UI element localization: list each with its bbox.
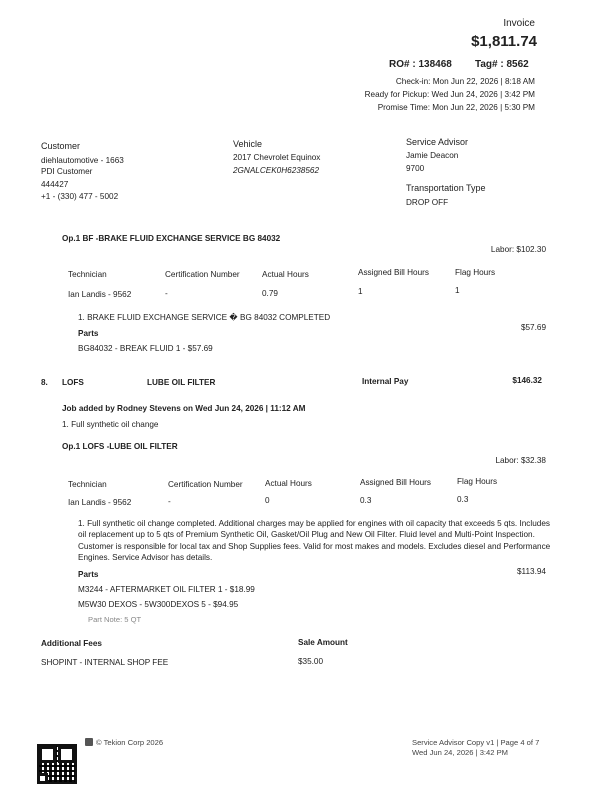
op-bf-col-actual: Actual Hours xyxy=(262,270,309,279)
op-lofs-actual: 0 xyxy=(265,496,270,505)
tag-number: Tag# : 8562 xyxy=(475,59,529,70)
qr-code-corner xyxy=(37,773,48,784)
promise-time: Promise Time: Mon Jun 22, 2026 | 5:30 PM xyxy=(377,103,535,112)
ready-time: Ready for Pickup: Wed Jun 24, 2026 | 3:42 PM xyxy=(364,90,535,99)
print-date: Wed Jun 24, 2026 | 3:42 PM xyxy=(412,748,508,757)
op-lofs-note: 1. Full synthetic oil change completed. Additional charges may be applied for engines with oil capacity that exceeds 5 qts. Includes oil replacement up to 5 qts of Premium Synthetic Oil, Gasket/Oil Plug and New Oil Filter. Fluid level and Multi-Point Inspection. Customer is responsible for local tax and Shop Supplies fees. Valid for most makes and models. Excludes diesel and Performance Engines. Service Advisor has details. xyxy=(78,519,551,563)
job-number: 8. xyxy=(41,378,48,387)
fees-amount-heading: Sale Amount xyxy=(298,638,348,647)
op-bf-parts-heading: Parts xyxy=(78,329,99,338)
customer-phone: +1 - (330) 477 - 5002 xyxy=(41,192,119,201)
op-lofs-labor: Labor: $32.38 xyxy=(495,456,546,465)
op-lofs-col-flag: Flag Hours xyxy=(457,477,498,486)
vehicle-model: 2017 Chevrolet Equinox xyxy=(233,153,321,162)
customer-type: PDI Customer xyxy=(41,167,93,176)
op-bf-labor: Labor: $102.30 xyxy=(490,245,546,254)
advisor-heading: Service Advisor xyxy=(406,137,469,147)
op-lofs-technician: Ian Landis - 9562 xyxy=(68,498,132,507)
customer-name: diehlautomotive - 1663 xyxy=(41,156,124,165)
invoice-total: $1,811.74 xyxy=(471,33,537,50)
op-bf-title: Op.1 BF -BRAKE FLUID EXCHANGE SERVICE BG 84032 xyxy=(62,234,281,243)
op-bf-assigned: 1 xyxy=(358,287,363,296)
copyright: © Tekion Corp 2026 xyxy=(96,738,164,747)
vehicle-vin: 2GNALCEK0H6238562 xyxy=(233,166,320,175)
checkin-time: Check-in: Mon Jun 22, 2026 | 8:18 AM xyxy=(395,77,535,86)
job-code: LOFS xyxy=(62,378,84,387)
op-lofs-parts-heading: Parts xyxy=(78,570,99,579)
op-bf-note: 1. BRAKE FLUID EXCHANGE SERVICE � BG 84032 COMPLETED xyxy=(78,313,331,322)
advisor-id: 9700 xyxy=(406,164,425,173)
job-description: 1. Full synthetic oil change xyxy=(62,420,159,429)
op-bf-parts-total: $57.69 xyxy=(520,323,546,332)
tekion-logo-icon xyxy=(85,738,93,746)
fee-item: SHOPINT - INTERNAL SHOP FEE xyxy=(41,658,169,667)
op-lofs-col-actual: Actual Hours xyxy=(265,479,312,488)
transport-heading: Transportation Type xyxy=(406,183,486,193)
job-pay-type: Internal Pay xyxy=(362,377,409,386)
op-bf-technician: Ian Landis - 9562 xyxy=(68,290,132,299)
op-lofs-cert: - xyxy=(168,497,171,506)
op-lofs-part-note: Part Note: 5 QT xyxy=(88,615,142,624)
vehicle-heading: Vehicle xyxy=(233,139,263,149)
transport-type: DROP OFF xyxy=(406,198,449,207)
document-type-label: Invoice xyxy=(503,18,535,29)
op-lofs-col-technician: Technician xyxy=(68,480,107,489)
op-lofs-flag: 0.3 xyxy=(457,495,469,504)
op-lofs-col-assigned: Assigned Bill Hours xyxy=(360,478,431,487)
op-bf-cert: - xyxy=(165,289,168,298)
op-lofs-part-line: M5W30 DEXOS - 5W300DEXOS 5 - $94.95 xyxy=(78,600,239,609)
op-bf-col-flag: Flag Hours xyxy=(455,268,496,277)
job-name: LUBE OIL FILTER xyxy=(147,378,216,387)
op-bf-col-assigned: Assigned Bill Hours xyxy=(358,268,429,277)
advisor-name: Jamie Deacon xyxy=(406,151,459,160)
op-bf-col-technician: Technician xyxy=(68,270,107,279)
job-amount: $146.32 xyxy=(512,376,542,385)
op-bf-col-cert: Certification Number xyxy=(165,270,240,279)
op-lofs-parts-total: $113.94 xyxy=(517,567,546,576)
fee-amount: $35.00 xyxy=(298,657,324,666)
op-bf-part-line: BG84032 - BREAK FLUID 1 - $57.69 xyxy=(78,344,213,353)
ro-number: RO# : 138468 xyxy=(389,59,452,70)
job-added-by: Job added by Rodney Stevens on Wed Jun 24, 2026 | 11:12 AM xyxy=(62,404,306,413)
op-lofs-assigned: 0.3 xyxy=(360,496,372,505)
op-lofs-title: Op.1 LOFS -LUBE OIL FILTER xyxy=(62,442,178,451)
customer-number: 444427 xyxy=(41,180,69,189)
op-bf-actual: 0.79 xyxy=(262,289,278,298)
op-lofs-part-line: M3244 - AFTERMARKET OIL FILTER 1 - $18.99 xyxy=(78,585,255,594)
fees-heading: Additional Fees xyxy=(41,639,102,648)
customer-heading: Customer xyxy=(41,141,81,151)
op-bf-flag: 1 xyxy=(455,286,460,295)
copy-page-info: Service Advisor Copy v1 | Page 4 of 7 xyxy=(412,738,540,747)
op-lofs-col-cert: Certification Number xyxy=(168,480,243,489)
